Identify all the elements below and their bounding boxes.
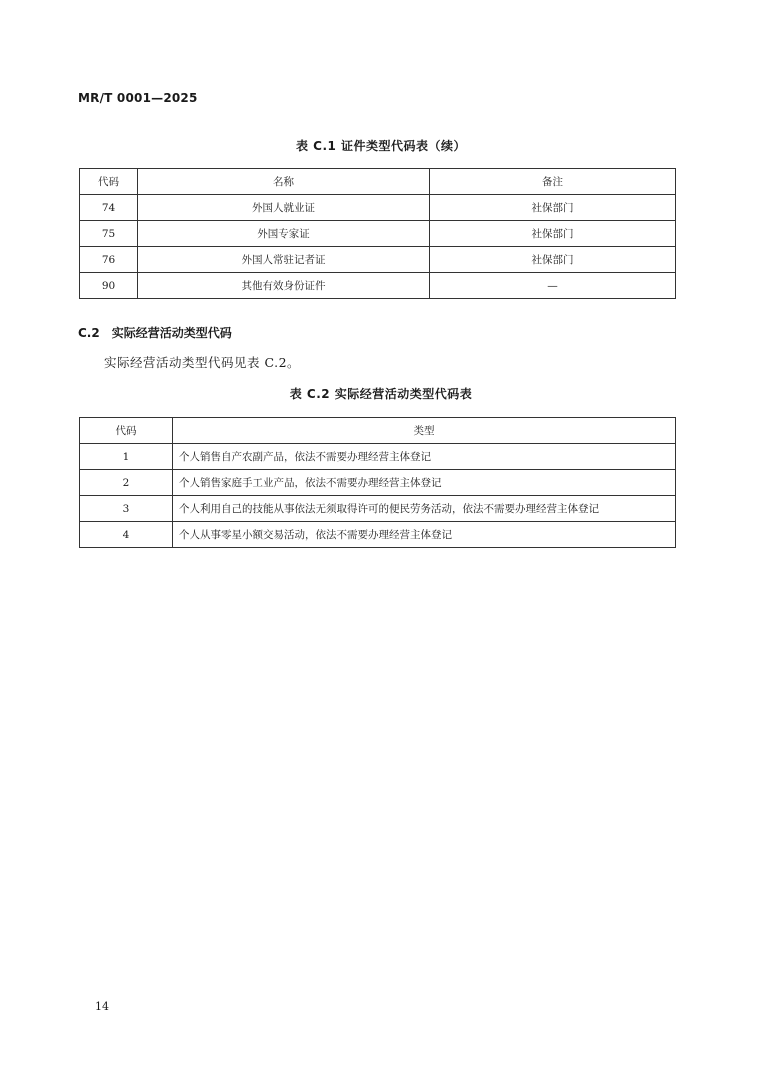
column-header-code: 代码 [80,169,138,195]
table-header-row [80,169,676,195]
cell-code: 75 [80,221,138,247]
table-row [80,221,676,247]
table-row [80,247,676,273]
cell-name: 外国专家证 [138,221,430,247]
standard-code: MR/T 0001—2025 [78,91,198,105]
table-row [80,470,676,496]
section-c2-heading [78,324,232,341]
cell-code: 4 [80,522,173,548]
cell-type: 个人利用自己的技能从事依法无须取得许可的便民劳务活动，依法不需要办理经营主体登记 [173,496,676,522]
cell-type: 个人销售自产农副产品，依法不需要办理经营主体登记 [173,444,676,470]
cell-code: 2 [80,470,173,496]
table-header-row [80,418,676,444]
section-c2-body: 实际经营活动类型代码见表 C.2。 [104,355,301,370]
cell-name: 其他有效身份证件 [138,273,430,299]
cell-name: 外国人常驻记者证 [138,247,430,273]
section-number: C.2 [78,326,100,340]
cell-code: 90 [80,273,138,299]
section-title: 实际经营活动类型代码 [111,326,232,340]
column-header-code: 代码 [80,418,173,444]
table-row [80,522,676,548]
cell-code: 76 [80,247,138,273]
column-header-remark: 备注 [430,169,676,195]
table-row [80,444,676,470]
cell-code: 1 [80,444,173,470]
cell-remark: 社保部门 [430,247,676,273]
cell-remark: 社保部门 [430,221,676,247]
table-c1-title: 表 C.1 证件类型代码表（续） [295,139,467,153]
cell-type: 个人从事零星小额交易活动，依法不需要办理经营主体登记 [173,522,676,548]
column-header-name: 名称 [138,169,430,195]
cell-code: 3 [80,496,173,522]
cell-remark: — [430,273,676,299]
table-c1 [79,168,676,299]
column-header-type: 类型 [173,418,676,444]
cell-remark: 社保部门 [430,195,676,221]
table-c2-title: 表 C.2 实际经营活动类型代码表 [289,387,473,401]
table-c2 [79,417,676,548]
table-row [80,496,676,522]
cell-code: 74 [80,195,138,221]
page-number: 14 [95,1000,109,1013]
cell-name: 外国人就业证 [138,195,430,221]
cell-type: 个人销售家庭手工业产品，依法不需要办理经营主体登记 [173,470,676,496]
table-row [80,195,676,221]
table-row [80,273,676,299]
